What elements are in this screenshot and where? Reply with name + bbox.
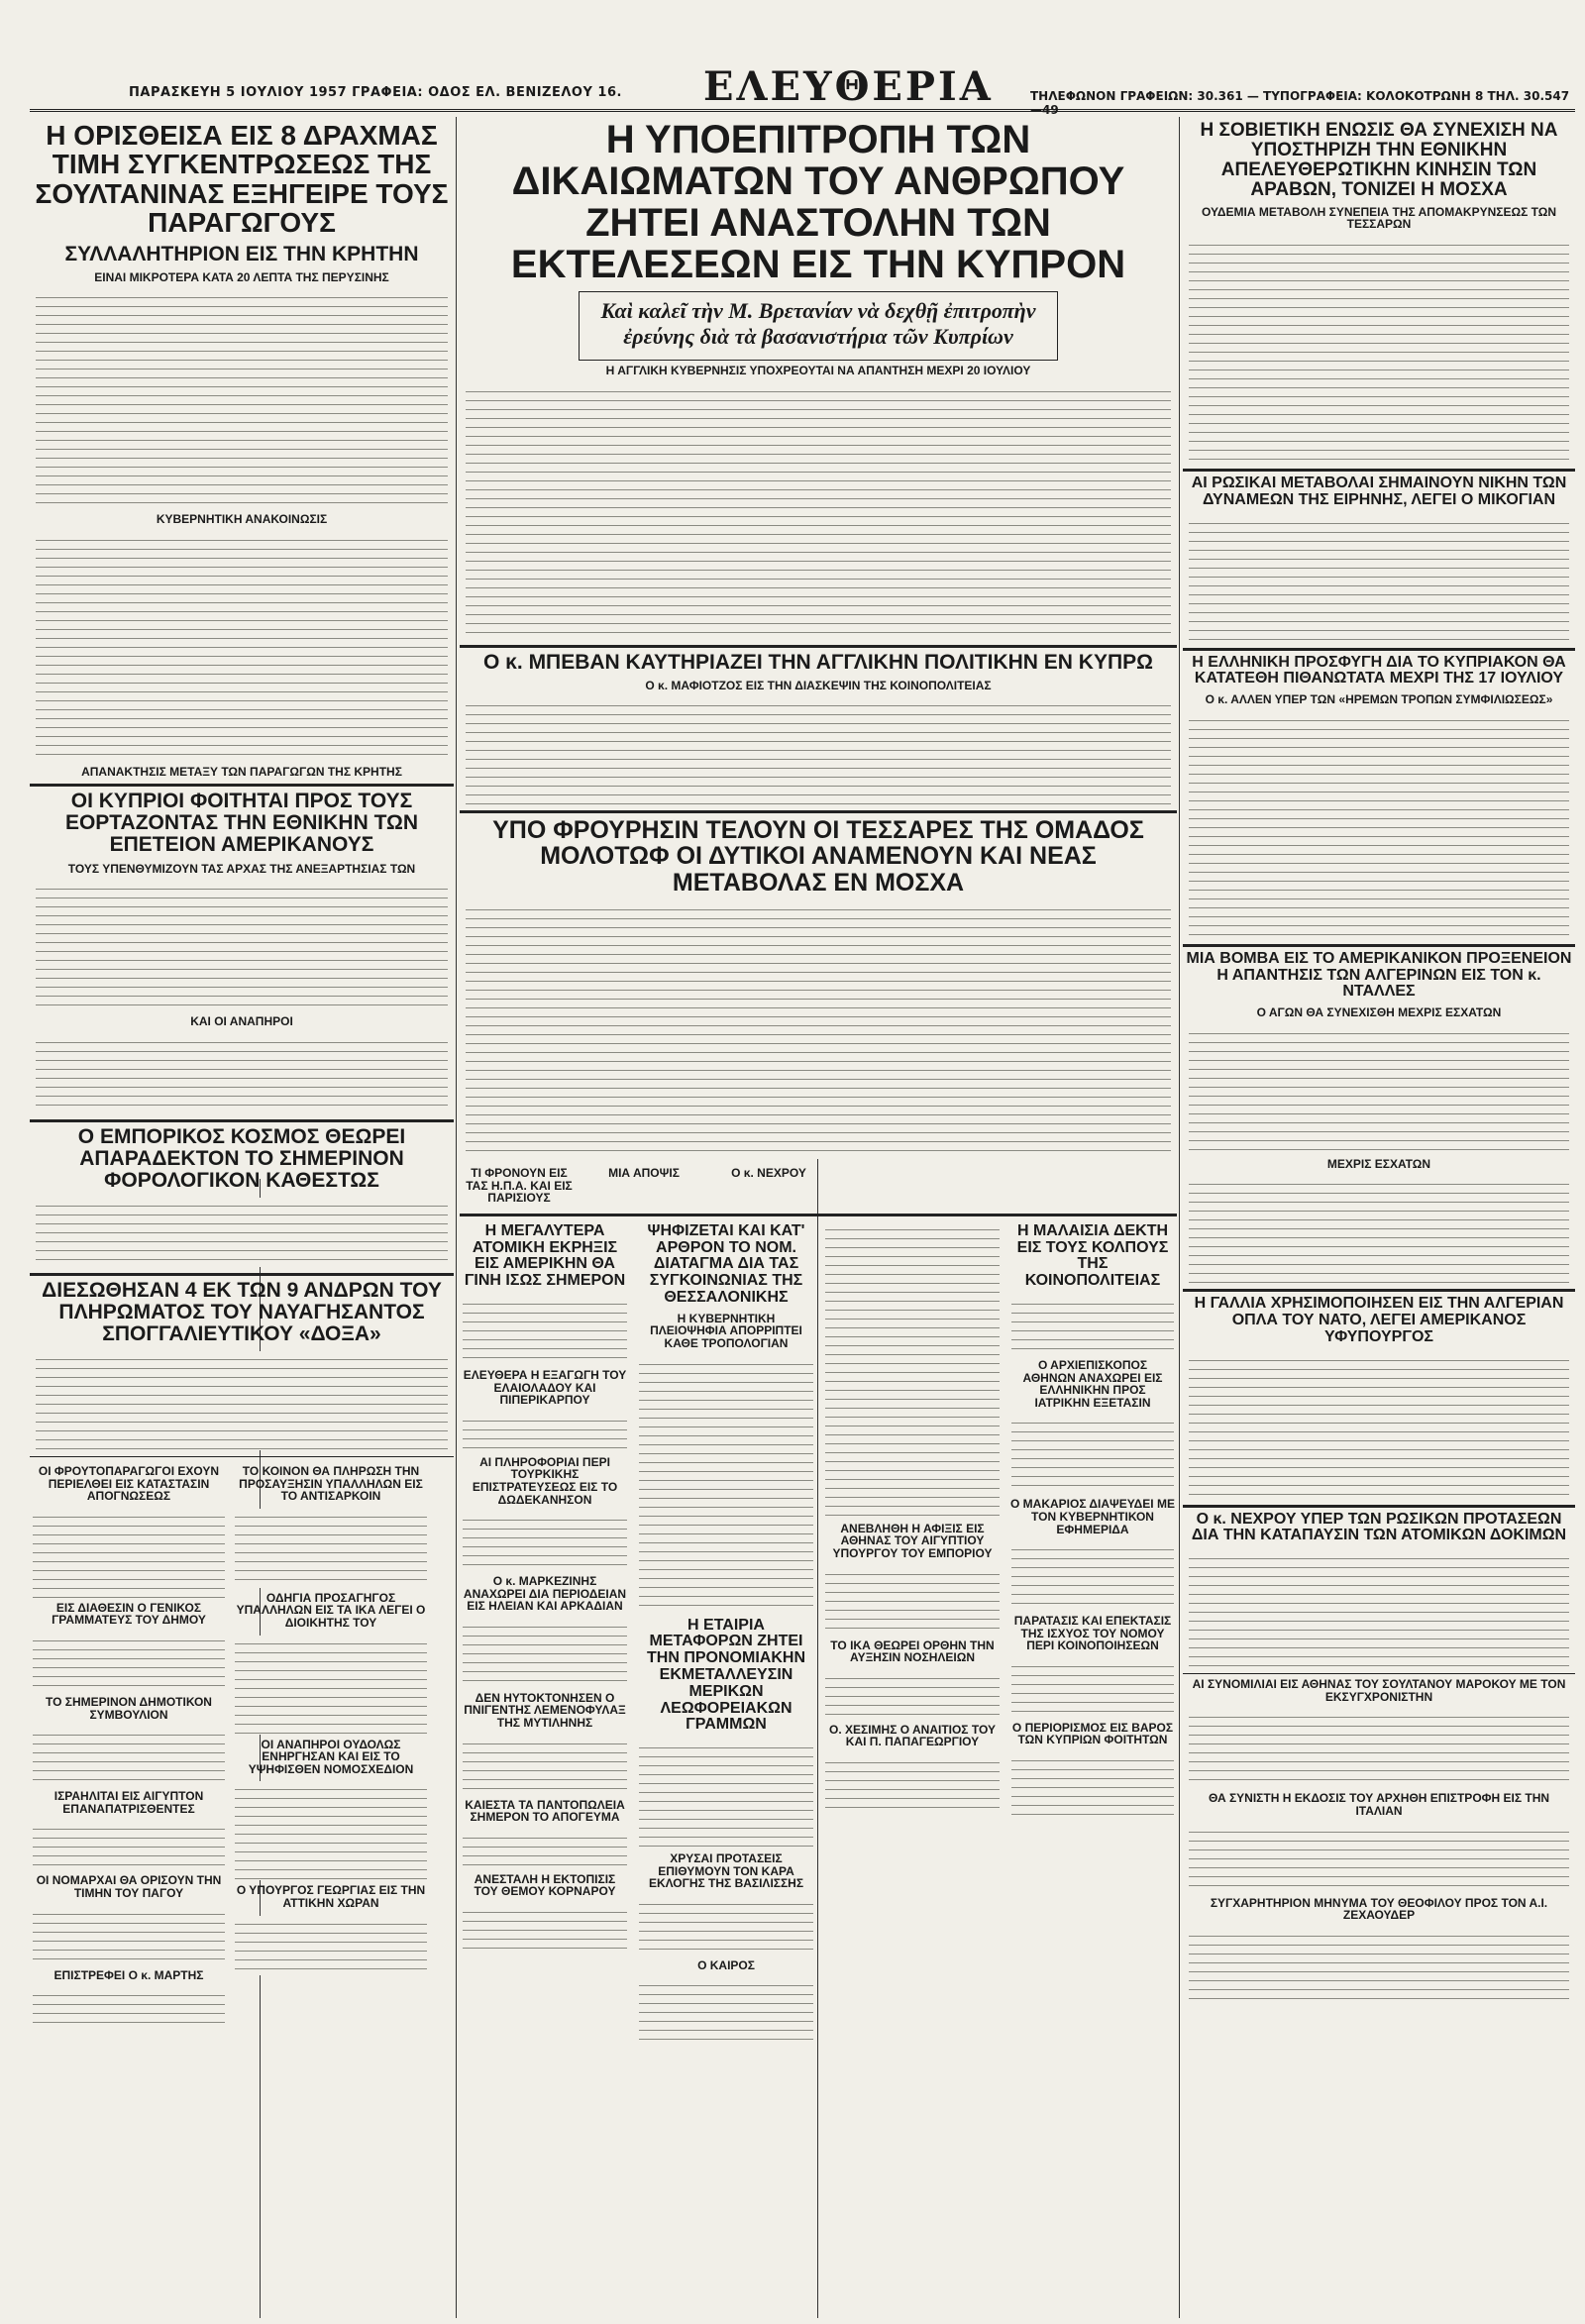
article-text: [36, 1198, 448, 1267]
article-text: [463, 1296, 627, 1365]
headline: ΣΥΛΛΑΛΗΤΗΡΙΟΝ ΕΙΣ ΤΗΝ ΚΡΗΤΗΝ: [64, 242, 419, 265]
headline: Ο. ΧΕΣΙΜΗΣ Ο ΑΝΑΙΤΙΟΣ ΤΟΥ ΚΑΙ Π. ΠΑΠΑΓΕΩΡΓΙΟΥ: [829, 1722, 996, 1749]
headline: Ο ΠΕΡΙΟΡΙΣΜΟΣ ΕΙΣ ΒΑΡΟΣ ΤΩΝ ΚΥΠΡΙΩΝ ΦΟΙΤΗΤΩΝ: [1011, 1720, 1174, 1747]
article-text: [235, 1509, 427, 1588]
article-text: [1189, 1176, 1569, 1285]
left-column: [30, 117, 454, 2318]
masthead: [30, 59, 1575, 117]
headline: ΥΠΟ ΦΡΟΥΡΗΣΙΝ ΤΕΛΟΥΝ ΟΙ ΤΕΣΣΑΡΕΣ ΤΗΣ ΟΜΑΔΟΣ ΜΟΛΟΤΩΦ ΟΙ ΔΥΤΙΚΟΙ ΑΝΑΜΕΝΟΥΝ ΚΑΙ ΝΕΑΣ ΜΕΤΑΒΟΛΑΣ ΕΝ ΜΟΣΧΑ: [492, 816, 1144, 897]
center-column: [460, 117, 1177, 2318]
headline: ΟΙ ΑΝΑΠΗΡΟΙ ΟΥΔΟΛΩΣ ΕΝΗΡΓΗΣΑΝ ΚΑΙ ΕΙΣ ΤΟ ΥΨΗΦΙΣΘΕΝ ΝΟΜΟΣΧΕΔΙΟΝ: [248, 1737, 414, 1776]
article-text: [1011, 1658, 1174, 1718]
article-text: [1189, 712, 1569, 940]
main-headline: Η ΥΠΟΕΠΙΤΡΟΠΗ ΤΩΝ ΔΙΚΑΙΩΜΑΤΩΝ ΤΟΥ ΑΝΘΡΩΠΟΥ ΖΗΤΕΙ ΑΝΑΣΤΟΛΗΝ ΤΩΝ ΕΚΤΕΛΕΣΕΩΝ ΕΙΣ ΤΗΝ ΚΥΠΡΟΝ: [510, 118, 1126, 286]
headline: ΤΟ ΚΟΙΝΟΝ ΘΑ ΠΛΗΡΩΣΗ ΤΗΝ ΠΡΟΣΑΥΞΗΣΙΝ ΥΠΑΛΛΗΛΩΝ ΕΙΣ ΤΟ ΑΝΤΙΣΑΡΚΟΙΝ: [239, 1464, 423, 1504]
article-text: [463, 1830, 627, 1869]
newspaper-title: ΕΛΕΥΘΕΡΙΑ: [703, 63, 994, 110]
article-text: [639, 1356, 813, 1614]
article-text: [33, 1509, 225, 1598]
subheadline: ΤΙ ΦΡΟΝΟΥΝ ΕΙΣ ΤΑΣ Η.Π.Α. ΚΑΙ ΕΙΣ ΠΑΡΙΣΙΟΥΣ: [466, 1165, 573, 1206]
article-text: [825, 1221, 1000, 1519]
headline: ΟΙ ΦΡΟΥΤΟΠΑΡΑΓΩΓΟΙ ΕΧΟΥΝ ΠΕΡΙΕΛΘΕΙ ΕΙΣ ΚΑΤΑΣΤΑΣΙΝ ΑΠΟΓΝΩΣΕΩΣ: [38, 1464, 220, 1504]
article-text: [825, 1566, 1000, 1636]
headline: ΑΝΕΣΤΑΛΗ Η ΕΚΤΟΠΙΣΙΣ ΤΟΥ ΘΕΜΟΥ ΚΟΡΝΑΡΟΥ: [474, 1871, 616, 1899]
headline: Ο ΥΠΟΥΡΓΟΣ ΓΕΩΡΓΙΑΣ ΕΙΣ ΤΗΝ ΑΤΤΙΚΗΝ ΧΩΡΑΝ: [236, 1883, 426, 1910]
headline: ΑΙ ΣΥΝΟΜΙΛΙΑΙ ΕΙΣ ΑΘΗΝΑΣ ΤΟΥ ΣΟΥΛΤΑΝΟΥ ΜΑΡΟΚΟΥ ΜΕ ΤΟΝ ΕΚΣΥΓΧΡΟΝΙΣΤΗΝ: [1192, 1677, 1566, 1704]
subheadline: Ο κ. ΜΑΦΙΟΤΖΟΣ ΕΙΣ ΤΗΝ ΔΙΑΣΚΕΨΙΝ ΤΗΣ ΚΟΙΝΟΠΟΛΙΤΕΙΑΣ: [645, 678, 992, 692]
headline: Ο κ. ΝΕΧΡΟΥ ΥΠΕΡ ΤΩΝ ΡΩΣΙΚΩΝ ΠΡΟΤΑΣΕΩΝ ΔΙΑ ΤΗΝ ΚΑΤΑΠΑΥΣΙΝ ΤΩΝ ΑΤΟΜΙΚΩΝ ΔΟΚΙΜΩΝ: [1191, 1510, 1567, 1544]
subheadline: Ο ΑΓΩΝ ΘΑ ΣΥΝΕΧΙΣΘΗ ΜΕΧΡΙΣ ΕΣΧΑΤΩΝ: [1256, 1005, 1502, 1020]
headline: Ο ΚΑΙΡΟΣ: [697, 1957, 755, 1972]
article-text: [33, 1821, 225, 1870]
article-text: [36, 532, 448, 760]
headline: Ο ΕΜΠΟΡΙΚΟΣ ΚΟΣΜΟΣ ΘΕΩΡΕΙ ΑΠΑΡΑΔΕΚΤΟΝ ΤΟ ΣΗΜΕΡΙΝΟΝ ΦΟΡΟΛΟΓΙΚΟΝ ΚΑΘΕΣΤΩΣ: [77, 1124, 406, 1192]
left-subcolumn-b: [232, 1461, 430, 2029]
masthead-phones: ΤΗΛΕΦΩΝΟΝ ΓΡΑΦΕΙΩΝ: 30.361 — ΤΥΠΟΓΡΑΦΕΙΑ: ΚΟΛΟΚΟΤΡΩΝΗ 8 ΤΗΛ. 30.547—49: [1030, 89, 1570, 117]
subheadline: Ο κ. ΑΛΛΕΝ ΥΠΕΡ ΤΩΝ «ΗΡΕΜΩΝ ΤΡΟΠΩΝ ΣΥΜΦΙΛΙΩΣΕΩΣ»: [1205, 692, 1553, 707]
headline: Ο κ. ΜΠΕΒΑΝ ΚΑΥΤΗΡΙΑΖΕΙ ΤΗΝ ΑΓΓΛΙΚΗΝ ΠΟΛΙΤΙΚΗΝ ΕΝ ΚΥΠΡΩ: [483, 650, 1153, 674]
headline: ΜΙΑ ΒΟΜΒΑ ΕΙΣ ΤΟ ΑΜΕΡΙΚΑΝΙΚΟΝ ΠΡΟΞΕΝΕΙΟΝ Η ΑΠΑΝΤΗΣΙΣ ΤΩΝ ΑΛΓΕΡΙΝΩΝ ΕΙΣ ΤΟΝ κ. ΝΤΑΛΛΕΣ: [1186, 949, 1572, 1001]
headline: ΕΠΙΣΤΡΕΦΕΙ Ο κ. ΜΑΡΤΗΣ: [53, 1967, 204, 1982]
article-text: [33, 1987, 225, 2027]
article-text: [1189, 1025, 1569, 1154]
headline: Ο κ. ΜΑΡΚΕΖΙΝΗΣ ΑΝΑΧΩΡΕΙ ΔΙΑ ΠΕΡΙΟΔΕΙΑΝ ΕΙΣ ΗΛΕΙΑΝ ΚΑΙ ΑΡΚΑΔΙΑΝ: [463, 1574, 627, 1614]
article-text: [466, 383, 1171, 641]
article-text: [463, 1619, 627, 1688]
headline: ΟΔΗΓΙΑ ΠΡΟΣΑΓΗΓΟΣ ΥΠΑΛΛΗΛΩΝ ΕΙΣ ΤΑ ΙΚΑ ΛΕΓΕΙ Ο ΔΙΟΙΚΗΤΗΣ ΤΟΥ: [236, 1590, 426, 1630]
column-divider: [456, 117, 457, 2318]
article-text: [1011, 1296, 1174, 1355]
center-subcolumn-b: [636, 1219, 816, 2050]
headline: Η ΜΕΓΑΛΥΤΕΡΑ ΑΤΟΜΙΚΗ ΕΚΡΗΞΙΣ ΕΙΣ ΑΜΕΡΙΚΗΝ ΘΑ ΓΙΝΗ ΙΣΩΣ ΣΗΜΕΡΟΝ: [464, 1221, 626, 1290]
article-text: [1189, 1824, 1569, 1893]
column-divider: [1179, 117, 1180, 2318]
headline: ΑΙ ΡΩΣΙΚΑΙ ΜΕΤΑΒΟΛΑΙ ΣΗΜΑΙΝΟΥΝ ΝΙΚΗΝ ΤΩΝ ΔΥΝΑΜΕΩΝ ΤΗΣ ΕΙΡΗΝΗΣ, ΛΕΓΕΙ Ο ΜΙΚΟΓΙΑΝ: [1191, 474, 1567, 508]
headline: Η ΓΑΛΛΙΑ ΧΡΗΣΙΜΟΠΟΙΗΣΕΝ ΕΙΣ ΤΗΝ ΑΛΓΕΡΙΑΝ ΟΠΛΑ ΤΟΥ ΝΑΤΟ, ΛΕΓΕΙ ΑΜΕΡΙΚΑΝΟΣ ΥΦΥΠΟΥΡΓΟΣ: [1194, 1295, 1564, 1345]
article-text: [463, 1413, 627, 1452]
headline: Ο ΑΡΧΙΕΠΙΣΚΟΠΟΣ ΑΘΗΝΩΝ ΑΝΑΧΩΡΕΙ ΕΙΣ ΕΛΛΗΝΙΚΗΝ ΠΡΟΣ ΙΑΤΡΙΚΗΝ ΕΞΕΤΑΣΙΝ: [1022, 1357, 1163, 1410]
article-text: [639, 1896, 813, 1955]
headline: ΤΟ ΣΗΜΕΡΙΝΟΝ ΔΗΜΟΤΙΚΟΝ ΣΥΜΒΟΥΛΙΟΝ: [46, 1694, 212, 1722]
article-text: [36, 1351, 448, 1450]
article-text: [463, 1736, 627, 1795]
headline: ΑΝΕΒΛΗΘΗ Η ΑΦΙΞΙΣ ΕΙΣ ΑΘΗΝΑΣ ΤΟΥ ΑΙΓΥΠΤΙΟΥ ΥΠΟΥΡΓΟΥ ΤΟΥ ΕΜΠΟΡΙΟΥ: [832, 1521, 993, 1560]
headline: ΟΙ ΝΟΜΑΡΧΑΙ ΘΑ ΟΡΙΣΟΥΝ ΤΗΝ ΤΙΜΗΝ ΤΟΥ ΠΑΓΟΥ: [36, 1873, 222, 1900]
article-text: [1189, 237, 1569, 465]
article-text: [36, 289, 448, 507]
center-subcolumn-d: [1008, 1219, 1177, 2050]
article-text: [463, 1904, 627, 1954]
center-subcolumn-a: [460, 1219, 630, 2050]
headline: Η ΕΛΛΗΝΙΚΗ ΠΡΟΣΦΥΓΗ ΔΙΑ ΤΟ ΚΥΠΡΙΑΚΟΝ ΘΑ ΚΑΤΑΤΕΘΗ ΠΙΘΑΝΩΤΑΤΑ ΜΕΧΡΙ ΤΗΣ 17 ΙΟΥΛΙΟΥ: [1192, 653, 1566, 687]
subheadline: ΟΥΔΕΜΙΑ ΜΕΤΑΒΟΛΗ ΣΥΝΕΠΕΙΑ ΤΗΣ ΑΠΟΜΑΚΡΥΝΣΕΩΣ ΤΩΝ ΤΕΣΣΑΡΩΝ: [1201, 204, 1557, 232]
article-text: [33, 1727, 225, 1786]
subheadline: ΚΥΒΕΡΝΗΤΙΚΗ ΑΝΑΚΟΙΝΩΣΙΣ: [156, 512, 328, 527]
article-text: [639, 1977, 813, 2047]
article-text: [33, 1633, 225, 1692]
masthead-date-address: ΠΑΡΑΣΚΕΥΗ 5 ΙΟΥΛΙΟΥ 1957 ΓΡΑΦΕΙΑ: ΟΔΟΣ ΕΛ. ΒΕΝΙΖΕΛΟΥ 16.: [129, 85, 622, 100]
article-text: [1011, 1541, 1174, 1611]
article-text: [1011, 1415, 1174, 1494]
article-text: [36, 1034, 448, 1113]
article-text: [466, 697, 1171, 806]
main-subheadline: Καὶ καλεῖ τὴν Μ. Βρετανίαν νὰ δεχθῇ ἐπιτροπὴν ἐρεύνης διὰ τὰ βασανιστήρια τῶν Κυπρίων: [600, 298, 1036, 349]
article-text: [1189, 1709, 1569, 1788]
headline: Η ΜΑΛΑΙΣΙΑ ΔΕΚΤΗ ΕΙΣ ΤΟΥΣ ΚΟΛΠΟΥΣ ΤΗΣ ΚΟΙΝΟΠΟΛΙΤΕΙΑΣ: [1016, 1221, 1169, 1290]
article-text: [463, 1512, 627, 1571]
headline: ΤΟ ΙΚΑ ΘΕΩΡΕΙ ΟΡΘΗΝ ΤΗΝ ΑΥΞΗΣΙΝ ΝΟΣΗΛΕΙΩΝ: [830, 1637, 995, 1665]
headline: ΠΑΡΑΤΑΣΙΣ ΚΑΙ ΕΠΕΚΤΑΣΙΣ ΤΗΣ ΙΣΧΥΟΣ ΤΟΥ ΝΟΜΟΥ ΠΕΡΙ ΚΟΙΝΟΠΟΙΗΣΕΩΝ: [1013, 1614, 1172, 1653]
article-text: [36, 881, 448, 1009]
article-text: [1189, 515, 1569, 644]
center-subcolumn-c: [822, 1219, 1003, 2050]
subheadline: ΕΙΝΑΙ ΜΙΚΡΟΤΕΡΑ ΚΑΤΑ 20 ΛΕΠΤΑ ΤΗΣ ΠΕΡΥΣΙΝΗΣ: [94, 269, 389, 284]
article-text: [825, 1670, 1000, 1720]
article-text: [1189, 1550, 1569, 1669]
headline: ΙΣΡΑΗΛΙΤΑΙ ΕΙΣ ΑΙΓΥΠΤΟΝ ΕΠΑΝΑΠΑΤΡΙΣΘΕΝΤΕΣ: [53, 1789, 204, 1816]
article-text: [639, 1740, 813, 1849]
article-text: [235, 1781, 427, 1880]
headline: Η ΣΟΒΙΕΤΙΚΗ ΕΝΩΣΙΣ ΘΑ ΣΥΝΕΧΙΣΗ ΝΑ ΥΠΟΣΤΗΡΙΖΗ ΤΗΝ ΕΘΝΙΚΗΝ ΑΠΕΛΕΥΘΕΡΩΤΙΚΗΝ ΚΙΝΗΣΙΝ ΤΩΝ ΑΡΑΒΩΝ, ΤΟΝΙΖΕΙ Η ΜΟΣΧΑ: [1200, 120, 1558, 200]
subheadline: ΜΕΧΡΙΣ ΕΣΧΑΤΩΝ: [1326, 1156, 1431, 1171]
article-text: [1189, 1928, 1569, 2007]
headline: Ο ΜΑΚΑΡΙΟΣ ΔΙΑΨΕΥΔΕΙ ΜΕ ΤΟΝ ΚΥΒΕΡΝΗΤΙΚΟΝ ΕΦΗΜΕΡΙΔΑ: [1010, 1497, 1175, 1536]
subheadline: ΜΙΑ ΑΠΟΨΙΣ: [608, 1165, 680, 1180]
headline: ΔΙΕΣΩΘΗΣΑΝ 4 ΕΚ ΤΩΝ 9 ΑΝΔΡΩΝ ΤΟΥ ΠΛΗΡΩΜΑΤΟΣ ΤΟΥ ΝΑΥΑΓΗΣΑΝΤΟΣ ΣΠΟΓΓΑΛΙΕΥΤΙΚΟΥ «ΔΟΞΑ»: [42, 1278, 442, 1345]
article-text: [466, 901, 1171, 1159]
headline: ΧΡΥΣΑΙ ΠΡΟΤΑΣΕΙΣ ΕΠΙΘΥΜΟΥΝ ΤΟΝ ΚΑΡΑ ΕΚΛΟΓΗΣ ΤΗΣ ΒΑΣΙΛΙΣΣΗΣ: [648, 1851, 804, 1891]
article-text: [33, 1906, 225, 1965]
headline: ΨΗΦΙΖΕΤΑΙ ΚΑΙ ΚΑΤ' ΑΡΘΡΟΝ ΤΟ ΝΟΜ. ΔΙΑΤΑΓΜΑ ΔΙΑ ΤΑΣ ΣΥΓΚΟΙΝΩΝΙΑΣ ΤΗΣ ΘΕΣΣΑΛΟΝΙΚΗΣ: [647, 1221, 805, 1306]
headline: ΚΑΙΕΣΤΑ ΤΑ ΠΑΝΤΟΠΩΛΕΙΑ ΣΗΜΕΡΟΝ ΤΟ ΑΠΟΓΕΥΜΑ: [465, 1797, 625, 1825]
newspaper-page: [30, 59, 1575, 2318]
headline: ΣΥΓΧΑΡΗΤΗΡΙΟΝ ΜΗΝΥΜΑ ΤΟΥ ΘΕΟΦΙΛΟΥ ΠΡΟΣ ΤΟΝ Α.Ι. ΖΕΧΑΟΥΔΕΡ: [1210, 1895, 1548, 1923]
headline: Η ΕΤΑΙΡΙΑ ΜΕΤΑΦΟΡΩΝ ΖΗΤΕΙ ΤΗΝ ΠΡΟΝΟΜΙΑΚΗΝ ΕΚΜΕΤΑΛΛΕΥΣΙΝ ΜΕΡΙΚΩΝ ΛΕΩΦΟΡΕΙΑΚΩΝ ΓΡΑΜΜΩΝ: [647, 1616, 805, 1734]
subheadline: ΚΑΙ ΟΙ ΑΝΑΠΗΡΟΙ: [190, 1014, 293, 1029]
headline: ΑΙ ΠΛΗΡΟΦΟΡΙΑΙ ΠΕΡΙ ΤΟΥΡΚΙΚΗΣ ΕΠΙΣΤΡΑΤΕΥΣΕΩΣ ΕΙΣ ΤΟ ΔΩΔΕΚΑΝΗΣΟΝ: [472, 1454, 618, 1507]
article-text: [235, 1916, 427, 1975]
subheadline: ΑΠΑΝΑΚΤΗΣΙΣ ΜΕΤΑΞΥ ΤΩΝ ΠΑΡΑΓΩΓΩΝ ΤΗΣ ΚΡΗΤΗΣ: [81, 764, 402, 779]
headline: ΕΙΣ ΔΙΑΘΕΣΙΝ Ο ΓΕΝΙΚΟΣ ΓΡΑΜΜΑΤΕΥΣ ΤΟΥ ΔΗΜΟΥ: [52, 1600, 206, 1628]
right-column: [1183, 117, 1575, 2318]
headline: ΔΕΝ ΗΥΤΟΚΤΟΝΗΣΕΝ Ο ΠΝΙΓΕΝΤΗΣ ΛΕΜΕΝΟΦΥΛΑΞ ΤΗΣ ΜΥΤΙΛΗΝΗΣ: [464, 1690, 626, 1731]
subheadline: ΤΟΥΣ ΥΠΕΝΘΥΜΙΖΟΥΝ ΤΑΣ ΑΡΧΑΣ ΤΗΣ ΑΝΕΞΑΡΤΗΣΙΑΣ ΤΩΝ: [67, 861, 416, 876]
article-text: [825, 1754, 1000, 1814]
article-text: [235, 1636, 427, 1735]
left-subcolumn-a: [30, 1461, 228, 2029]
subheadline: Η ΚΥΒΕΡΝΗΤΙΚΗ ΠΛΕΙΟΨΗΦΙΑ ΑΠΟΡΡΙΠΤΕΙ ΚΑΘΕ ΤΡΟΠΟΛΟΓΙΑΝ: [650, 1311, 802, 1350]
headline: ΟΙ ΚΥΠΡΙΟΙ ΦΟΙΤΗΤΑΙ ΠΡΟΣ ΤΟΥΣ ΕΟΡΤΑΖΟΝΤΑΣ ΤΗΝ ΕΘΝΙΚΗΝ ΤΩΝ ΕΠΕΤΕΙΟΝ ΑΜΕΡΙΚΑΝΟΥΣ: [64, 790, 419, 857]
article-text: [1189, 1352, 1569, 1501]
article-text: [1011, 1752, 1174, 1822]
headline: ΕΛΕΥΘΕΡΑ Η ΕΞΑΓΩΓΗ ΤΟΥ ΕΛΑΙΟΛΑΔΟΥ ΚΑΙ ΠΙΠΕΡΙΚΑΡΠΟΥ: [463, 1367, 627, 1408]
headline: ΘΑ ΣΥΝΙΣΤΗ Η ΕΚΔΟΣΙΣ ΤΟΥ ΑΡΧΗΘΗ ΕΠΙΣΤΡΟΦΗ ΕΙΣ ΤΗΝ ΙΤΑΛΙΑΝ: [1208, 1791, 1550, 1819]
subheadline: Ο κ. ΝΕΧΡΟΥ: [731, 1165, 806, 1180]
headline: Η ΟΡΙΣΘΕΙΣΑ ΕΙΣ 8 ΔΡΑΧΜΑΣ ΤΙΜΗ ΣΥΓΚΕΝΤΡΩΣΕΩΣ ΤΗΣ ΣΟΥΛΤΑΝΙΝΑΣ ΕΞΗΓΕΙΡΕ ΤΟΥΣ ΠΑΡΑΓΩΓΟΥΣ: [35, 120, 449, 239]
subheadline: Η ΑΓΓΛΙΚΗ ΚΥΒΕΡΝΗΣΙΣ ΥΠΟΧΡΕΟΥΤΑΙ ΝΑ ΑΠΑΝΤΗΣΗ ΜΕΧΡΙ 20 ΙΟΥΛΙΟΥ: [605, 364, 1031, 377]
